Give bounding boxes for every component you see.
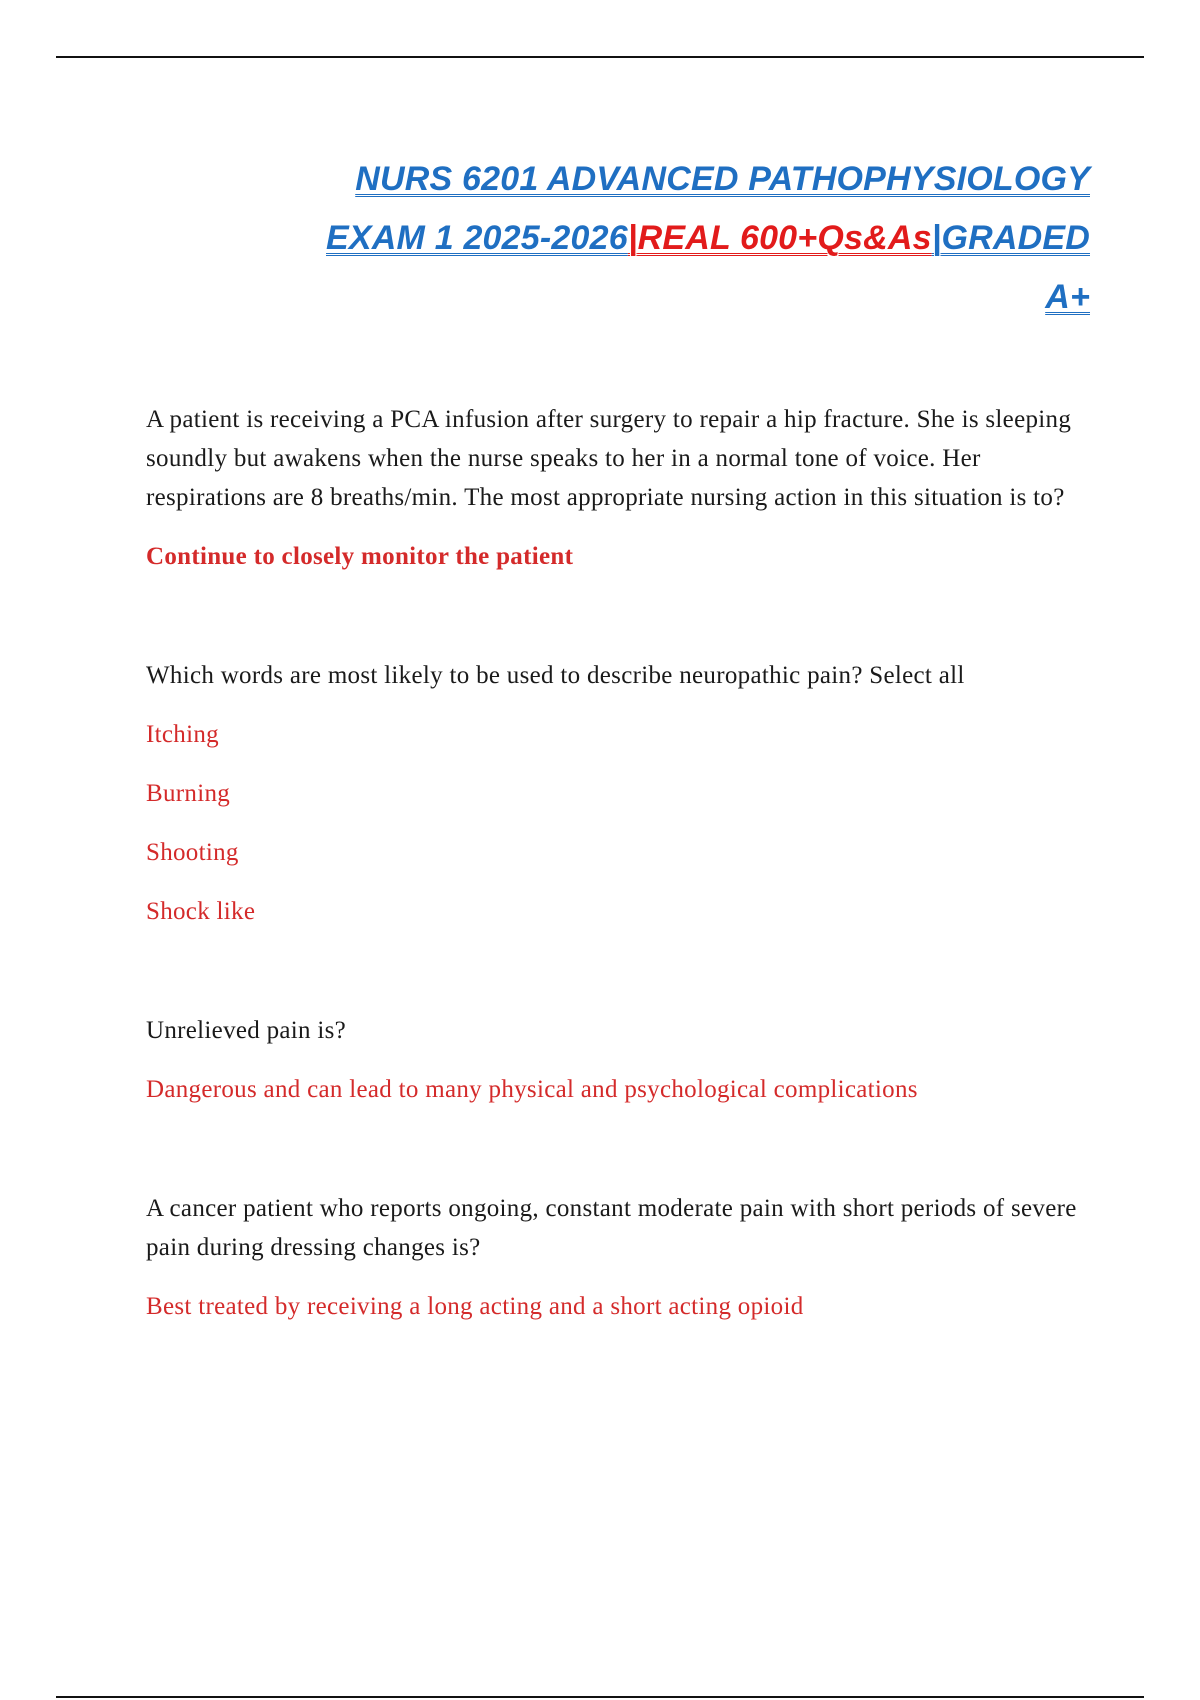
question-text: A patient is receiving a PCA infusion after surgery to repair a hip fracture. She is sleeping soundly but awakens when the nurse speaks to her in a normal tone of voice. Her respirations are 8 breaths/min. The most appropriate nursing action in this situation is to? xyxy=(146,406,1072,511)
answer-text: Dangerous and can lead to many physical and psychological complications xyxy=(146,1076,918,1103)
answer-text: Continue to closely monitor the patient xyxy=(146,543,574,570)
qa-item xyxy=(146,400,1086,576)
document-title xyxy=(150,150,1090,327)
answer-option: Itching xyxy=(146,721,219,748)
answer-text: Best treated by receiving a long acting and a short acting opioid xyxy=(146,1293,804,1320)
answer-option: Burning xyxy=(146,780,231,807)
qa-item xyxy=(146,656,1086,931)
bottom-rule xyxy=(56,1696,1144,1698)
qa-item xyxy=(146,1189,1086,1326)
question-text: Unrelieved pain is? xyxy=(146,1017,347,1044)
answer-option: Shock like xyxy=(146,898,256,925)
title-line-3 xyxy=(150,268,1090,327)
title-line-2 xyxy=(150,209,1090,268)
title-line-1 xyxy=(150,150,1090,209)
top-rule xyxy=(56,56,1144,58)
title-grade: A+ xyxy=(1045,278,1090,316)
title-separator: | xyxy=(931,219,942,257)
title-graded: GRADED xyxy=(941,219,1090,257)
qa-content xyxy=(146,400,1086,1326)
title-real-count: REAL 600+Qs&As xyxy=(637,219,932,257)
question-text: Which words are most likely to be used to describe neuropathic pain? Select all xyxy=(146,662,965,689)
qa-item xyxy=(146,1011,1086,1109)
question-text: A cancer patient who reports ongoing, constant moderate pain with short periods of severe pain during dressing changes is? xyxy=(146,1195,1077,1261)
title-separator: | xyxy=(627,219,638,257)
answer-option: Shooting xyxy=(146,839,239,866)
title-course: NURS 6201 ADVANCED PATHOPHYSIOLOGY xyxy=(355,160,1090,198)
title-exam: EXAM 1 2025-2026 xyxy=(326,219,628,257)
